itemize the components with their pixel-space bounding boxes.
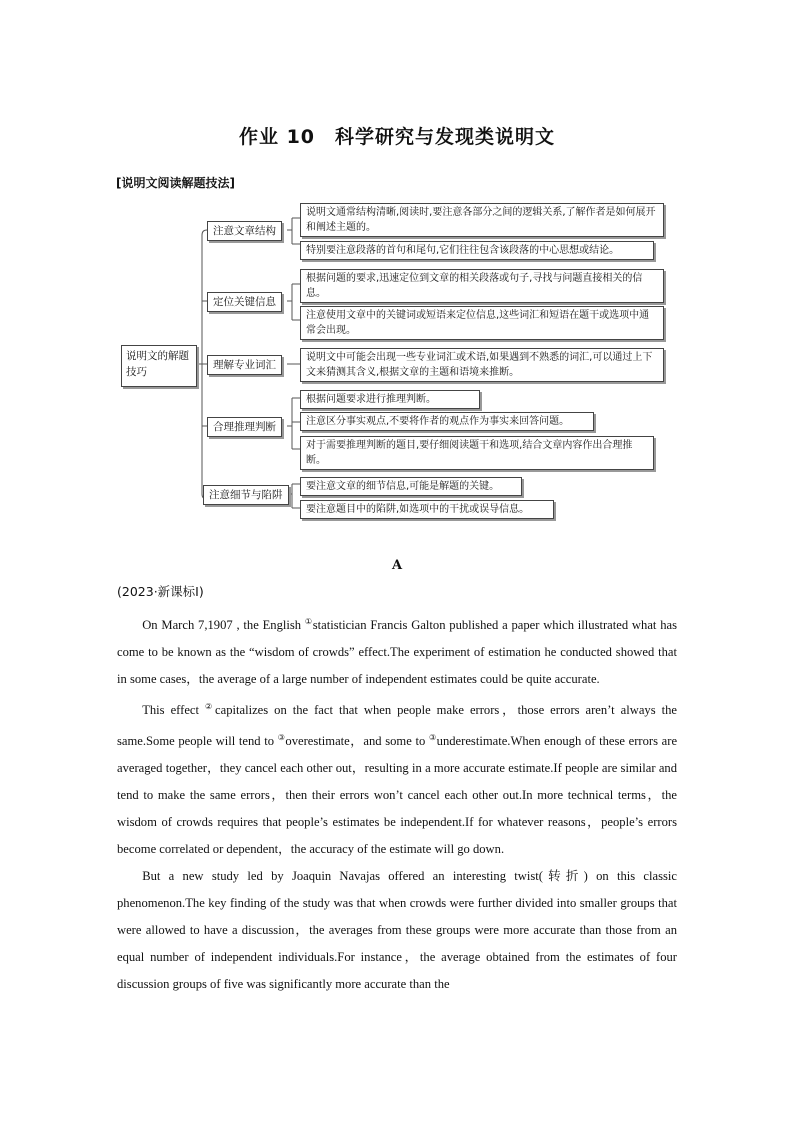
p1-text-a: On March 7,1907 , the English [142,618,305,632]
leaf-structure-2: 特别要注意段落的首句和尾句,它们往往包含该段落的中心思想或结论。 [300,241,654,260]
footnote-marker: ③ [428,733,437,742]
passage-label: A [391,558,403,573]
category-structure: 注意文章结构 [207,221,282,241]
p2-text-d: underestimate.When enough of these errors are averaged together，they cancel each other out，resulting in a more accurate estimate.If people are similar and tend to make the same errors，then their errors won’t cancel each other out.In more technical terms，the wisdom of crowds requires that people’s estimates be independent.If for whatever reasons，people’s errors become correlated or dependent，the accuracy of the estimate will go down. [117,734,678,856]
leaf-details-1: 要注意文章的细节信息,可能是解题的关键。 [300,477,522,496]
p2-text-a: This effect [142,703,205,717]
section-heading: [说明文阅读解题技法] [116,176,235,190]
leaf-vocab-1: 说明文中可能会出现一些专业词汇或术语,如果遇到不熟悉的词汇,可以通过上下文来猜测其含义,根据文章的主题和语境来推断。 [300,348,664,382]
footnote-marker: ① [304,617,313,626]
leaf-reason-1: 根据问题要求进行推理判断。 [300,390,480,409]
article-body [117,608,677,998]
leaf-reason-3: 对于需要推理判断的题目,要仔细阅读题干和选项,结合文章内容作出合理推断。 [300,436,654,470]
p1-text-b: statistician Francis Galton published a paper which illustrated what has come to be known as the “wisdom of crowds” effect.The experiment of estimation he conducted showed that in some cases，the average of a large number of independent estimates could be quite accurate. [117,618,677,686]
leaf-reason-2: 注意区分事实观点,不要将作者的观点作为事实来回答问题。 [300,412,594,431]
paragraph-2 [117,693,677,863]
source-citation: (2023·新课标Ⅰ) [117,584,204,599]
leaf-details-2: 要注意题目中的陷阱,如选项中的干扰或误导信息。 [300,500,554,519]
leaf-locate-2: 注意使用文章中的关键词或短语来定位信息,这些词汇和短语在题干或选项中通常会出现。 [300,306,664,340]
mindmap-root: 说明文的解题技巧 [121,345,197,387]
mind-map [0,200,794,530]
category-reasoning: 合理推理判断 [207,417,282,437]
p2-text-c: overestimate，and some to [285,734,429,748]
paragraph-1 [117,608,677,693]
footnote-marker: ② [205,702,216,711]
p2-text-b: capitalizes on the fact that when people make errors，those errors aren’t always the same.Some people will tend to [117,703,678,748]
paragraph-3: But a new study led by Joaquin Navajas offered an interesting twist(转折) on this classic phenomenon.The key finding of the study was that when crowds were further divided into smaller groups that were allowed to have a discussion，the averages from these groups were more accurate than those from an equal number of independent individuals.For instance，the average obtained from the estimates of four discussion groups of five was significantly more accurate than the [117,869,677,991]
category-details: 注意细节与陷阱 [203,485,289,505]
category-locate-info: 定位关键信息 [207,292,282,312]
category-vocabulary: 理解专业词汇 [207,355,282,375]
page-title: 作业 10 科学研究与发现类说明文 [238,126,556,148]
leaf-locate-1: 根据问题的要求,迅速定位到文章的相关段落或句子,寻找与问题直接相关的信息。 [300,269,664,303]
footnote-marker: ③ [277,733,286,742]
leaf-structure-1: 说明文通常结构清晰,阅读时,要注意各部分之间的逻辑关系,了解作者是如何展开和阐述主题的。 [300,203,664,237]
